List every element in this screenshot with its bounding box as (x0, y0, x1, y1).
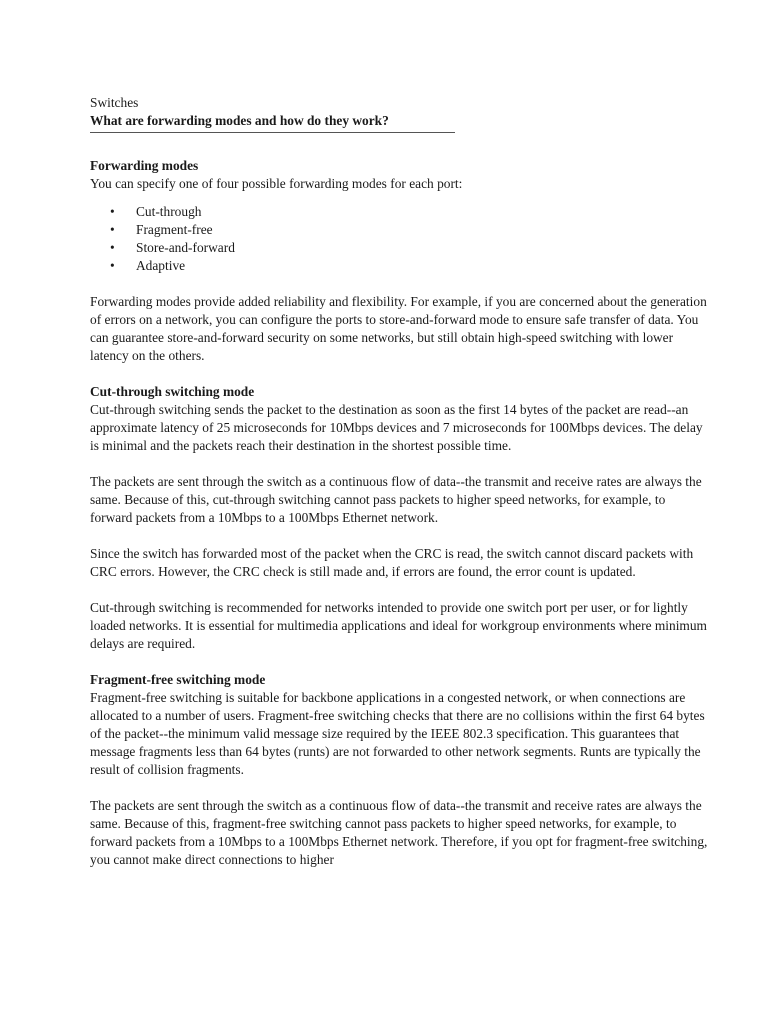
bullet-icon: • (110, 222, 115, 237)
section-forwarding-modes (90, 157, 710, 365)
list-item (110, 239, 710, 257)
breadcrumb: Switches (90, 95, 139, 110)
paragraph: Fragment-free switching is suitable for backbone applications in a congested network, or when connections are allocated to a number of users. Fragment-free switching checks that there are no collisions within the first 64 bytes of the packet--the minimum valid message size required by the IEEE 802.3 specification. This guarantees that message fragments less than 64 bytes (runts) are not forwarded to other network segments. Runts are typically the result of collision fragments. (90, 690, 705, 777)
list-item-label: Store-and-forward (136, 240, 235, 255)
list-item (110, 203, 710, 221)
bullet-icon: • (110, 240, 115, 255)
list-item (110, 221, 710, 239)
list-item-label: Cut-through (136, 204, 202, 219)
paragraph: Forwarding modes provide added reliability and flexibility. For example, if you are concerned about the generation of errors on a network, you can configure the ports to store-and-forward mode to ensure safe transfer of data. You can guarantee store-and-forward security on some networks, but still obtain high-speed switching with lower latency on the others. (90, 294, 707, 363)
paragraph: The packets are sent through the switch as a continuous flow of data--the transmit and receive rates are always the same. Because of this, cut-through switching cannot pass packets to higher speed networks, for example, to forward packets from a 10Mbps to a 100Mbps Ethernet network. (90, 474, 702, 525)
bullet-icon: • (110, 204, 115, 219)
paragraph: Cut-through switching sends the packet to the destination as soon as the first 14 bytes of the packet are read--an approximate latency of 25 microseconds for 10Mbps devices and 7 microseconds for 100Mbps devices. The delay is minimal and the packets reach their destination in the shortest possible time. (90, 402, 703, 453)
list-item-label: Fragment-free (136, 222, 213, 237)
title-underline (90, 132, 455, 133)
paragraph: Cut-through switching is recommended for networks intended to provide one switch port per user, or for lightly loaded networks. It is essential for multimedia applications and ideal for workgroup environments where minimum delays are required. (90, 600, 707, 651)
page-title: What are forwarding modes and how do they work? (90, 113, 389, 128)
list-item (110, 257, 710, 275)
forwarding-modes-list (90, 203, 710, 275)
section-heading: Fragment-free switching mode (90, 672, 266, 687)
bullet-icon: • (110, 258, 115, 273)
section-fragment-free (90, 671, 710, 869)
paragraph: Since the switch has forwarded most of the packet when the CRC is read, the switch cannot discard packets with CRC errors. However, the CRC check is still made and, if errors are found, the error count is updated. (90, 546, 694, 579)
document-page (90, 94, 710, 887)
section-heading: Forwarding modes (90, 158, 199, 173)
section-intro: You can specify one of four possible forwarding modes for each port: (90, 176, 463, 191)
paragraph: The packets are sent through the switch as a continuous flow of data--the transmit and receive rates are always the same. Because of this, fragment-free switching cannot pass packets to higher speed networks, for example, to forward packets from a 10Mbps to a 100Mbps Ethernet network. Therefore, if you opt for fragment-free switching, you cannot make direct connections to higher (90, 798, 708, 867)
section-cut-through (90, 383, 710, 653)
section-heading: Cut-through switching mode (90, 384, 255, 399)
list-item-label: Adaptive (136, 258, 186, 273)
